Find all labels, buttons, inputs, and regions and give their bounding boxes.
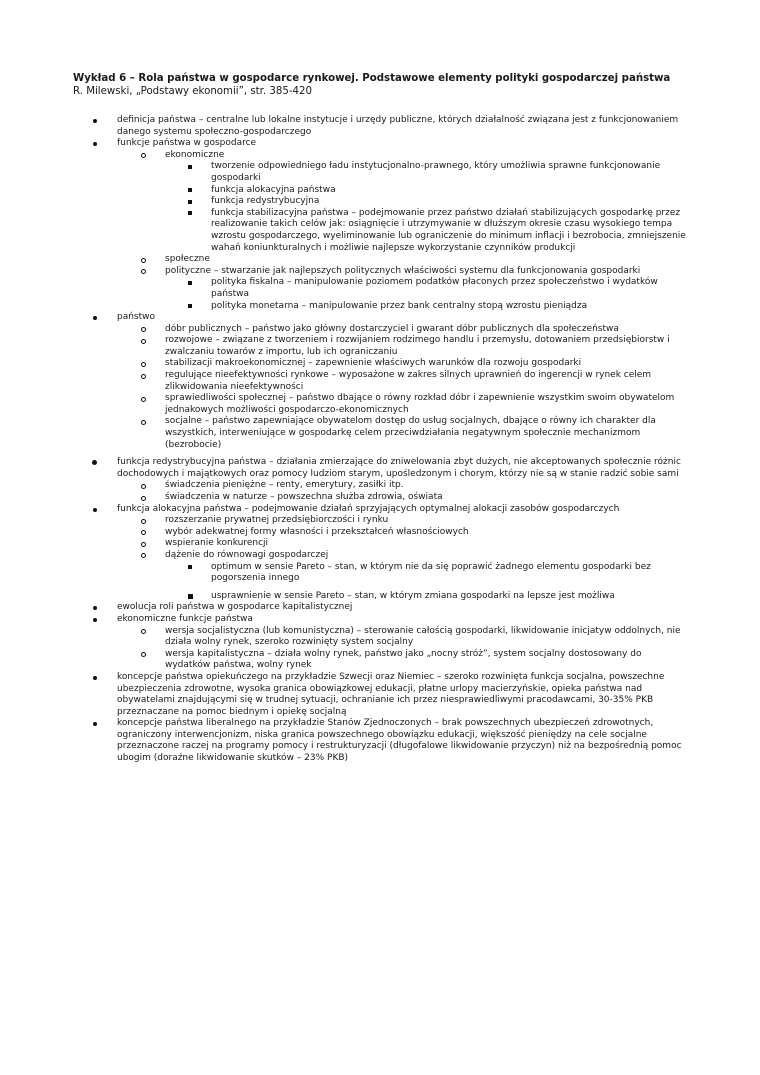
- item-text: dążenie do równowagi gospodarczej: [165, 549, 329, 560]
- bullet-dot-icon: [93, 142, 97, 146]
- item-text: dóbr publicznych – państwo jako główny dostarczyciel i gwarant dóbr publicznych dla społeczeństwa: [165, 323, 619, 334]
- bullet-square-icon: [188, 281, 192, 285]
- item-text: społeczne: [165, 254, 210, 265]
- list-item: [73, 492, 688, 504]
- bullet-dot-icon: [93, 606, 97, 610]
- item-text: koncepcje państwa liberalnego na przykładzie Stanów Zjednoczonych – brak powszechnych ubezpieczeń zdrowotnych, ograniczony interwencjonizm, niska granica powszechnego obowiązku edukacji, większość pieniędzy na cele socjalne przeznaczone raczej na programy pomocy i restrukturyzacji (długofalowe likwidowanie przyczyn) niż na bezpośrednią pomoc ubogim (doraźne likwidowanie skutków – 23% PKB): [117, 718, 682, 764]
- bullet-square-icon: [188, 304, 192, 308]
- list-item: [73, 538, 688, 550]
- item-text: ekonomiczne funkcje państwa: [117, 613, 253, 624]
- list-item: [73, 614, 688, 626]
- item-text: wybór adekwatnej formy własności i przekształceń własnościowych: [165, 526, 469, 537]
- source-reference: R. Milewski, „Podstawy ekonomii”, str. 385-420: [73, 86, 312, 97]
- bullet-square-icon: [188, 188, 192, 192]
- list-item: [73, 416, 688, 451]
- bullet-square-icon: [188, 565, 192, 569]
- list-item: [73, 602, 688, 614]
- item-text: regulujące nieefektywności rynkowe – wyposażone w zakres silnych uprawnień do ingerencji w rynek celem zlikwidowania nieefektywności: [165, 370, 652, 392]
- bullet-circle-icon: [141, 542, 146, 547]
- bullet-dot-icon: [93, 508, 97, 512]
- list-item: [73, 208, 688, 254]
- bullet-dot-icon: [93, 722, 97, 726]
- list-item: [73, 504, 688, 516]
- item-text: funkcja redystrybucyjna: [211, 196, 320, 207]
- item-text: funkcja alokacyjna państwa: [211, 184, 336, 195]
- list-item: [73, 626, 688, 649]
- item-text: wersja socjalistyczna (lub komunistyczna) – sterowanie całością gospodarki, likwidowanie inicjatyw oddolnych, nie działa wolny rynek, szeroko rozwinięty system socjalny: [165, 625, 681, 648]
- item-text: funkcja redystrybucyjna państwa – działania zmierzające do zniwelowania zbyt dużych, nie akceptowanych społecznie różnic dochodowych i majątkowych oraz pomocy ludziom starym, upośledzonym i chorym, którzy nie są w stanie radzić sobie sami: [117, 457, 681, 479]
- item-text: państwo: [117, 312, 156, 323]
- item-text: świadczenia w naturze – powszechna służba zdrowia, oświata: [165, 492, 443, 502]
- list-item: [73, 672, 688, 718]
- item-text: polityka fiskalna – manipulowanie poziomem podatków płaconych przez społeczeństwo i wydatków państwa: [211, 277, 658, 299]
- list-item: [73, 393, 688, 416]
- item-text: funkcja alokacyjna państwa – podejmowanie działań sprzyjających optymalnej alokacji zasobów gospodarczych: [117, 503, 620, 514]
- list-item: [73, 138, 688, 150]
- list-item: [73, 335, 688, 358]
- item-text: świadczenia pieniężne – renty, emerytury, zasiłki itp.: [165, 480, 404, 491]
- bullet-circle-icon: [141, 652, 146, 657]
- item-text: definicja państwa – centralne lub lokalne instytucje i urzędy publiczne, których działalność związana jest z funkcjonowaniem danego systemu społeczno-gospodarczego: [117, 115, 679, 137]
- bullet-dot-icon: [93, 119, 97, 123]
- item-text: optimum w sensie Pareto – stan, w którym nie da się poprawić żadnego elementu gospodarki bez pogorszenia innego: [211, 561, 651, 584]
- item-text: ekonomiczne: [165, 149, 225, 160]
- item-text: koncepcje państwa opiekuńczego na przykładzie Szwecji oraz Niemiec – szeroko rozwinięta funkcja socjalna, powszechne ubezpieczenia zdrowotne, wysoka granica obowiązkowej edukacji, płatne urlopy macierzyńskie, opieka państwa nad obywatelami znajdującymi się w trudnej sytuacji, ochranianie ich przez niesprawiedliwymi pracodawcami, 30-35% PKB przeznaczane na pomoc biednym i opiekę socjalną: [117, 671, 665, 717]
- bullet-dot-icon: [93, 676, 97, 680]
- list-item: [73, 266, 688, 278]
- bullet-circle-icon: [141, 269, 146, 274]
- bullet-square-icon: [188, 594, 193, 599]
- list-item: [73, 185, 688, 197]
- item-text: polityka monetarna – manipulowanie przez bank centralny stopą wzrostu pieniądza: [211, 300, 588, 311]
- bullet-circle-icon: [141, 339, 146, 344]
- bullet-circle-icon: [141, 484, 146, 489]
- bullet-circle-icon: [141, 553, 146, 558]
- bullet-circle-icon: [141, 397, 146, 402]
- bullet-square-icon: [188, 200, 192, 204]
- bullet-circle-icon: [141, 629, 146, 634]
- bullet-square-icon: [188, 211, 192, 215]
- item-text: wspieranie konkurencji: [165, 538, 269, 549]
- list-item: [73, 312, 688, 324]
- list-item: [73, 150, 688, 162]
- list-item: [73, 358, 688, 370]
- item-text: tworzenie odpowiedniego ładu instytucjonalno-prawnego, który umożliwia sprawne funkcjonowanie gospodarki: [211, 161, 661, 183]
- list-item: [73, 115, 688, 138]
- bullet-circle-icon: [141, 420, 146, 425]
- list-item: [73, 254, 688, 266]
- bullet-circle-icon: [141, 258, 146, 263]
- list-item: [73, 301, 688, 313]
- list-item: [73, 370, 688, 393]
- bullet-circle-icon: [141, 327, 146, 332]
- item-text: usprawnienie w sensie Pareto – stan, w którym zmiana gospodarki na lepsze jest możliwa: [211, 590, 615, 601]
- bullet-dot-icon: [93, 618, 97, 622]
- item-text: funkcja stabilizacyjna państwa – podejmowanie przez państwo działań stabilizujących gospodarkę przez realizowanie takich celów jak: osiągnięcie i utrzymywanie w dłuższym okresie czasu wysokiego tempa wzrostu gospodarczego, wyeliminowanie lub ograniczenie do minimum inflacji i bezrobocia, zmniejszenie wahań koniunkturalnych i możliwie najlepsze wykorzystanie czynników produkcji: [211, 207, 686, 253]
- bullet-circle-icon: [141, 496, 146, 501]
- list-item: [73, 161, 688, 184]
- list-item: [73, 277, 688, 300]
- bullet-circle-icon: [141, 153, 146, 158]
- list-item: [73, 457, 688, 480]
- list-item: [73, 718, 688, 764]
- list-item: [73, 562, 688, 585]
- list-item: [73, 591, 688, 603]
- list-item: [73, 649, 688, 672]
- bullet-square-icon: [188, 165, 192, 169]
- item-text: rozszerzanie prywatnej przedsiębiorczości i rynku: [165, 515, 389, 526]
- list-item: [73, 550, 688, 562]
- item-text: stabilizacji makroekonomicznej – zapewnienie właściwych warunków dla rozwoju gospodarki: [165, 358, 582, 369]
- item-text: socjalne – państwo zapewniające obywatelom dostęp do usług socjalnych, dbające o równy ich charakter dla wszystkich, interweniujące w gospodarkę celem przeciwdziałania negatywnym społecznie mechanizmom (bezrobocie): [165, 416, 656, 450]
- bullet-circle-icon: [141, 530, 146, 535]
- bullet-circle-icon: [141, 362, 146, 367]
- item-text: rozwojowe – związane z tworzeniem i rozwijaniem rodzimego handlu i przemysłu, dotowaniem przedsiębiorstw i zwalczaniu towarów z importu, lub ich ograniczaniu: [165, 335, 670, 357]
- document-page: [73, 72, 688, 765]
- list-item: [73, 480, 688, 492]
- item-text: sprawiedliwości społecznej – państwo dbające o równy rozkład dóbr i zapewnienie wszystkim swoim obywatelom jednakowych możliwości gospodarczo-ekonomicznych: [165, 393, 675, 415]
- list-item: [73, 527, 688, 539]
- list-item: [73, 324, 688, 336]
- list-item: [73, 196, 688, 208]
- item-text: ewolucja roli państwa w gospodarce kapitalistycznej: [117, 602, 353, 613]
- list-item: [73, 515, 688, 527]
- item-text: funkcje państwa w gospodarce: [117, 138, 257, 149]
- bullet-circle-icon: [141, 519, 146, 524]
- item-text: wersja kapitalistyczna – działa wolny rynek, państwo jako „nocny stróż”, system socjalny dostosowany do wydatków państwa, wolny rynek: [165, 648, 642, 671]
- bullet-dot-icon: [92, 460, 97, 465]
- item-text: polityczne – stwarzanie jak najlepszych politycznych właściwości systemu dla funkcjonowania gospodarki: [165, 265, 641, 276]
- bullet-circle-icon: [141, 374, 146, 379]
- bullet-dot-icon: [93, 316, 97, 320]
- lecture-title: Wykład 6 – Rola państwa w gospodarce rynkowej. Podstawowe elementy polityki gospodarczej państwa: [73, 73, 671, 84]
